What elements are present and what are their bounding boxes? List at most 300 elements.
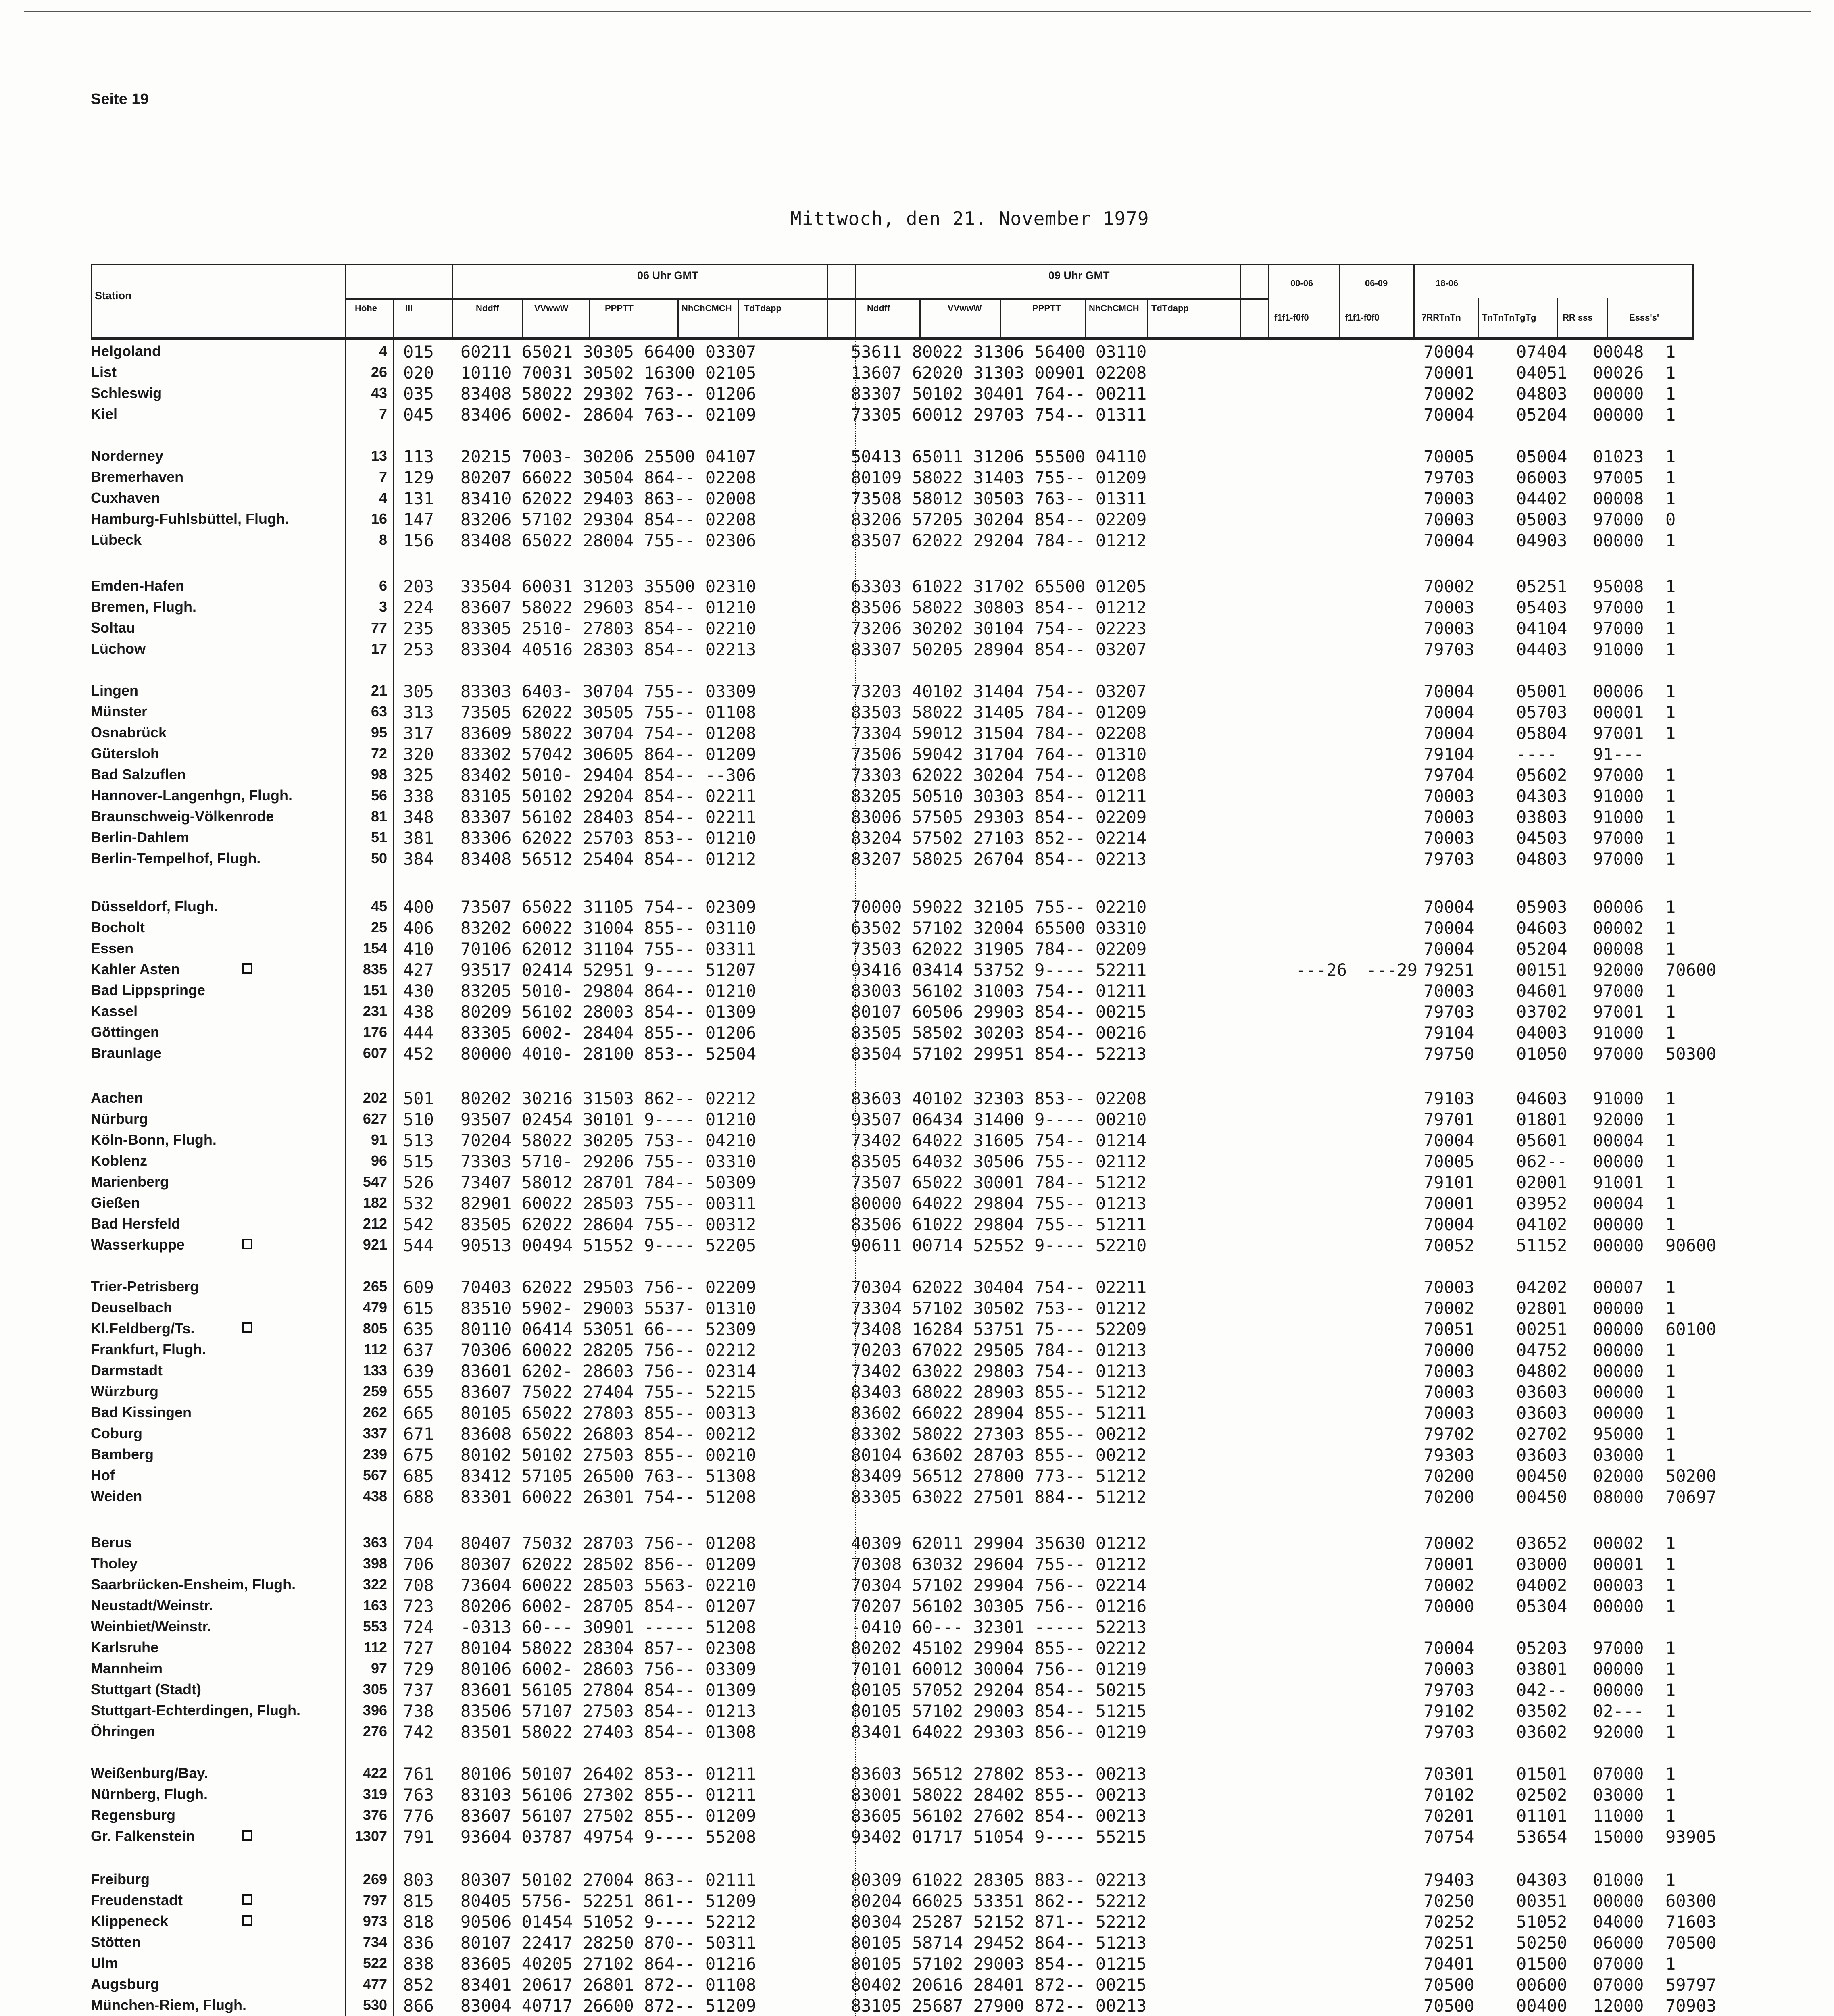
cell-o6: 83607 75022 27404 755-- 52215: [461, 1382, 757, 1402]
cell-s2: 04202: [1516, 1277, 1567, 1297]
cell-s4: 1: [1665, 1152, 1676, 1171]
cell-o9: 83505 64032 30506 755-- 02112: [851, 1152, 1147, 1171]
cell-s2: 03502: [1516, 1701, 1567, 1721]
cell-s2: 01500: [1516, 1954, 1567, 1974]
cell-o9: 73503 62022 31905 784-- 02209: [851, 939, 1147, 959]
cell-s1: 70004: [1423, 681, 1475, 701]
cell-s4: 1: [1665, 1680, 1676, 1700]
station-name: Deuselbach: [91, 1299, 173, 1316]
cell-s2: 02001: [1516, 1173, 1567, 1192]
cell-iii: 156: [403, 531, 434, 550]
cell-s3: 03000: [1593, 1445, 1644, 1465]
table-row: [0, 1361, 1834, 1381]
station-name: Essen: [91, 940, 134, 956]
cell-o9: 70308 63032 29604 755-- 01212: [851, 1554, 1147, 1574]
station-name: Bamberg: [91, 1446, 154, 1462]
cell-s1: 70004: [1423, 1638, 1475, 1658]
cell-s3: 97000: [1593, 828, 1644, 848]
cell-o6: 93604 03787 49754 9---- 55208: [461, 1827, 757, 1847]
cell-s4: 1: [1665, 1403, 1676, 1423]
cell-s3: 00000: [1593, 1235, 1644, 1255]
cell-s2: 05403: [1516, 598, 1567, 617]
cell-o9: 80107 60506 29903 854-- 00215: [851, 1002, 1147, 1022]
header-divider: [1607, 298, 1608, 339]
cell-s3: 06000: [1593, 1933, 1644, 1953]
cell-o6: 83501 58022 27403 854-- 01308: [461, 1722, 757, 1742]
cell-s3: 00008: [1593, 939, 1644, 959]
cell-o6: 80405 5756- 52251 861-- 51209: [461, 1891, 757, 1911]
cell-o6: 80206 6002- 28705 854-- 01207: [461, 1596, 757, 1616]
cell-o9: 80104 63602 28703 855-- 00212: [851, 1445, 1147, 1465]
station-name: Regensburg: [91, 1807, 176, 1823]
cell-o6: 83205 5010- 29804 864-- 01210: [461, 981, 757, 1001]
cell-o9: 70304 62022 30404 754-- 02211: [851, 1277, 1147, 1297]
cell-o9: 70207 56102 30305 756-- 01216: [851, 1596, 1147, 1616]
cell-o6: 80209 56102 28003 854-- 01309: [461, 1002, 757, 1022]
station-height: 26: [371, 364, 387, 380]
cell-s3: 03000: [1593, 1785, 1644, 1805]
cell-iii: 544: [403, 1235, 434, 1255]
cell-o9: 80304 25287 52152 871-- 52212: [851, 1912, 1147, 1932]
cell-s3: 97000: [1593, 1044, 1644, 1064]
station-height: 921: [363, 1236, 387, 1253]
station-height: 477: [363, 1976, 387, 1992]
cell-s2: 042--: [1516, 1680, 1567, 1700]
cell-s2: 05602: [1516, 765, 1567, 785]
station-name: Lingen: [91, 682, 138, 699]
cell-iii: 515: [403, 1152, 434, 1171]
col-clouds-09: NhChCMCH: [1089, 303, 1139, 313]
cell-iii: 742: [403, 1722, 434, 1742]
station-height: 163: [363, 1597, 387, 1614]
cell-s4: 1: [1665, 702, 1676, 722]
cell-s3: 97000: [1593, 510, 1644, 529]
station-height: 133: [363, 1362, 387, 1379]
cell-s2: 05601: [1516, 1131, 1567, 1150]
station-name: Hannover-Langenhgn, Flugh.: [91, 787, 292, 804]
cell-s2: 01101: [1516, 1806, 1567, 1826]
cell-iii: 400: [403, 897, 434, 917]
cell-s2: 02702: [1516, 1424, 1567, 1444]
cell-s4: 1: [1665, 1424, 1676, 1444]
station-name: Bremerhaven: [91, 469, 184, 485]
station-name: Kassel: [91, 1003, 138, 1019]
cell-s1: 79703: [1423, 1722, 1475, 1742]
station-name: Berus: [91, 1534, 132, 1551]
station-height: 422: [363, 1765, 387, 1781]
station-height: 231: [363, 1003, 387, 1019]
cell-s1: 79703: [1423, 639, 1475, 659]
col-tn: TnTnTnTgTg: [1482, 312, 1536, 323]
station-height: 6: [379, 577, 387, 594]
station-name: Augsburg: [91, 1976, 159, 1992]
station-height: 4: [379, 343, 387, 359]
cell-s4: 1: [1665, 1023, 1676, 1043]
station-name: Kahler Asten: [91, 961, 180, 977]
station-name: Wasserkuppe: [91, 1236, 185, 1253]
cell-s4: 1: [1665, 1806, 1676, 1826]
cell-s3: 91---: [1593, 744, 1644, 764]
station-name: Bad Salzuflen: [91, 766, 186, 783]
col-clouds-06: NhChCMCH: [681, 303, 732, 313]
cell-o9: 73305 60012 29703 754-- 01311: [851, 405, 1147, 425]
cell-s3: 00000: [1593, 405, 1644, 425]
header-divider: [452, 264, 453, 339]
cell-o6: 80307 50102 27004 863-- 02111: [461, 1870, 757, 1890]
station-name: Nürburg: [91, 1110, 148, 1127]
cell-s3: 00006: [1593, 681, 1644, 701]
cell-iii: 635: [403, 1319, 434, 1339]
cell-o6: 83004 40717 26600 872-- 51209: [461, 1996, 757, 2016]
cell-o6: 83202 60022 31004 855-- 03110: [461, 918, 757, 938]
cell-s4: 59797: [1665, 1975, 1717, 1995]
cell-s1: 70200: [1423, 1466, 1475, 1486]
cell-s4: 70903: [1665, 1996, 1717, 2016]
cell-s4: 1: [1665, 1533, 1676, 1553]
station-height: 51: [371, 829, 387, 846]
cell-s2: 00400: [1516, 1996, 1567, 2016]
header-divider: [1413, 264, 1415, 339]
col-tdtdapp-09: TdTdapp: [1151, 303, 1189, 313]
cell-s4: 1: [1665, 1764, 1676, 1784]
cell-iii: 729: [403, 1659, 434, 1679]
cell-s2: 05304: [1516, 1596, 1567, 1616]
table-row: [0, 1554, 1834, 1574]
cell-s3: 00003: [1593, 1575, 1644, 1595]
open-square-icon: [242, 963, 252, 974]
cell-o6: 70204 58022 30205 753-- 04210: [461, 1131, 757, 1150]
cell-o6: 83103 56106 27302 855-- 01211: [461, 1785, 757, 1805]
station-height: 96: [371, 1152, 387, 1169]
cell-o9: 80105 57102 29003 854-- 51215: [851, 1701, 1147, 1721]
cell-s4: 1: [1665, 723, 1676, 743]
cell-s4: 1: [1665, 531, 1676, 550]
station-name: Würzburg: [91, 1383, 158, 1400]
cell-s3: 00000: [1593, 1319, 1644, 1339]
station-name: Frankfurt, Flugh.: [91, 1341, 206, 1358]
header-divider: [1339, 264, 1340, 339]
station-name: Köln-Bonn, Flugh.: [91, 1131, 217, 1148]
cell-o6: 83406 6002- 28604 763-- 02109: [461, 405, 757, 425]
cell-s1: 79704: [1423, 765, 1475, 785]
cell-s1: 79702: [1423, 1424, 1475, 1444]
station-name: Koblenz: [91, 1152, 147, 1169]
cell-o6: 83410 62022 29403 863-- 02008: [461, 489, 757, 508]
cell-s1: 70003: [1423, 1361, 1475, 1381]
cell-iii: 818: [403, 1912, 434, 1932]
cell-s3: 95008: [1593, 577, 1644, 596]
cell-o9: 13607 62020 31303 00901 02208: [851, 363, 1147, 383]
cell-s1: 79101: [1423, 1173, 1475, 1192]
station-name: Bad Kissingen: [91, 1404, 192, 1420]
cell-s1: 70201: [1423, 1806, 1475, 1826]
cell-s2: 51152: [1516, 1235, 1567, 1255]
station-name: Öhringen: [91, 1723, 155, 1739]
table-row: [0, 1912, 1834, 1932]
cell-o9: 83302 58022 27303 855-- 00212: [851, 1424, 1147, 1444]
cell-s3: 91000: [1593, 1023, 1644, 1043]
cell-s3: 00000: [1593, 1680, 1644, 1700]
cell-iii: 708: [403, 1575, 434, 1595]
cell-s1: 70401: [1423, 1954, 1475, 1974]
cell-iii: 615: [403, 1298, 434, 1318]
cell-s3: 91000: [1593, 786, 1644, 806]
cell-o6: 83607 56107 27502 855-- 01209: [461, 1806, 757, 1826]
table-row: [0, 1891, 1834, 1911]
cell-s4: 1: [1665, 939, 1676, 959]
cell-s3: 97000: [1593, 849, 1644, 869]
station-height: 259: [363, 1383, 387, 1400]
table-row: [0, 384, 1834, 404]
station-name: Karlsruhe: [91, 1639, 159, 1656]
table-row: [0, 1975, 1834, 1995]
station-height: 97: [371, 1660, 387, 1677]
station-height: 265: [363, 1278, 387, 1295]
cell-s2: 07404: [1516, 342, 1567, 362]
cell-o6: 80106 50107 26402 853-- 01211: [461, 1764, 757, 1784]
cell-o9: 73206 30202 30104 754-- 02223: [851, 619, 1147, 638]
station-name: Darmstadt: [91, 1362, 163, 1379]
station-height: 553: [363, 1618, 387, 1635]
cell-s3: 91000: [1593, 1089, 1644, 1108]
cell-o6: 80102 50102 27503 855-- 00210: [461, 1445, 757, 1465]
cell-s4: 1: [1665, 598, 1676, 617]
cell-o6: 83304 40516 28303 854-- 02213: [461, 639, 757, 659]
cell-s1: 70003: [1423, 619, 1475, 638]
cell-s4: 1: [1665, 384, 1676, 404]
col-nddff-09: Nddff: [867, 303, 890, 313]
cell-iii: 803: [403, 1870, 434, 1890]
station-name: Kl.Feldberg/Ts.: [91, 1320, 195, 1337]
cell-s1: 79403: [1423, 1870, 1475, 1890]
station-height: 17: [371, 640, 387, 657]
station-name: Lüchow: [91, 640, 146, 657]
cell-o9: 50413 65011 31206 55500 04110: [851, 447, 1147, 467]
cell-s3: 00001: [1593, 1554, 1644, 1574]
cell-s1: 79303: [1423, 1445, 1475, 1465]
cell-iii: 131: [403, 489, 434, 508]
table-row: [0, 1575, 1834, 1595]
cell-s2: 05203: [1516, 1638, 1567, 1658]
cell-s1: 70003: [1423, 1382, 1475, 1402]
header-divider: [1557, 298, 1558, 339]
open-square-icon: [242, 1322, 252, 1333]
table-row: [0, 489, 1834, 509]
cell-s1: 70051: [1423, 1319, 1475, 1339]
header-divider: [1478, 298, 1479, 339]
col-f1-1: f1f1-f0f0: [1274, 312, 1309, 323]
station-name: Bad Hersfeld: [91, 1215, 181, 1232]
cell-o9: 93507 06434 31400 9---- 00210: [851, 1110, 1147, 1129]
station-height: 3: [379, 598, 387, 615]
station-height: 398: [363, 1555, 387, 1572]
cell-o6: 83306 62022 25703 853-- 01210: [461, 828, 757, 848]
table-row: [0, 1487, 1834, 1507]
station-name: Ulm: [91, 1955, 119, 1971]
station-height: 56: [371, 787, 387, 804]
station-name: Gütersloh: [91, 745, 160, 762]
table-row: [0, 1638, 1834, 1658]
cell-s3: 95000: [1593, 1424, 1644, 1444]
cell-s3: 01023: [1593, 447, 1644, 467]
station-height: 151: [363, 982, 387, 998]
cell-s2: 51052: [1516, 1912, 1567, 1932]
cell-s4: 1: [1665, 447, 1676, 467]
cell-s3: 00048: [1593, 342, 1644, 362]
header-divider: [1268, 264, 1269, 339]
header-divider: [393, 298, 394, 339]
cell-o6: 83408 56512 25404 854-- 01212: [461, 849, 757, 869]
cell-o9: 80105 57102 29003 854-- 01215: [851, 1954, 1147, 1974]
cell-s2: 03602: [1516, 1722, 1567, 1742]
station-name: Weiden: [91, 1488, 142, 1504]
cell-s4: 1: [1665, 489, 1676, 508]
cell-s4: 1: [1665, 1701, 1676, 1721]
cell-s3: 00001: [1593, 702, 1644, 722]
station-name: Osnabrück: [91, 724, 167, 741]
cell-o6: 83505 62022 28604 755-- 00312: [461, 1214, 757, 1234]
cell-s4: 1: [1665, 918, 1676, 938]
cell-s1: 79251: [1423, 960, 1475, 980]
cell-s2: 04802: [1516, 1361, 1567, 1381]
cell-o9: 90611 00714 52552 9---- 52210: [851, 1235, 1147, 1255]
cell-s1: 70002: [1423, 1575, 1475, 1595]
station-height: 835: [363, 961, 387, 977]
station-height: 438: [363, 1488, 387, 1504]
cell-o6: 73505 62022 30505 755-- 01108: [461, 702, 757, 722]
col-f1-2: f1f1-f0f0: [1345, 312, 1380, 323]
table-row: [0, 1954, 1834, 1974]
station-height: 396: [363, 1702, 387, 1718]
cell-s3: 00002: [1593, 918, 1644, 938]
cell-iii: 763: [403, 1785, 434, 1805]
station-height: 91: [371, 1131, 387, 1148]
cell-s1: 70003: [1423, 807, 1475, 827]
table-row: [0, 1445, 1834, 1465]
cell-s4: 1: [1665, 681, 1676, 701]
open-square-icon: [242, 1239, 252, 1249]
cell-o6: 80104 58022 28304 857-- 02308: [461, 1638, 757, 1658]
cell-o6: 73507 65022 31105 754-- 02309: [461, 897, 757, 917]
cell-s2: 01050: [1516, 1044, 1567, 1064]
cell-s1: 79104: [1423, 744, 1475, 764]
cell-o6: 80106 6002- 28603 756-- 03309: [461, 1659, 757, 1679]
cell-o9: 63502 57102 32004 65500 03310: [851, 918, 1147, 938]
cell-iii: 348: [403, 807, 434, 827]
cell-s3: 00000: [1593, 384, 1644, 404]
station-height: 202: [363, 1089, 387, 1106]
cell-s2: 00251: [1516, 1319, 1567, 1339]
cell-o9: 83001 58022 28402 855-- 00213: [851, 1785, 1147, 1805]
cell-o6: 83601 6202- 28603 756-- 02314: [461, 1361, 757, 1381]
cell-iii: 325: [403, 765, 434, 785]
header-hoehe: Höhe: [355, 303, 377, 313]
station-name: Freudenstadt: [91, 1892, 183, 1908]
cell-o9: 83504 57102 29951 854-- 52213: [851, 1044, 1147, 1064]
cell-s3: 00007: [1593, 1277, 1644, 1297]
cell-s3: 00000: [1593, 1659, 1644, 1679]
cell-o6: 80107 22417 28250 870-- 50311: [461, 1933, 757, 1953]
cell-o6: 83605 40205 27102 864-- 01216: [461, 1954, 757, 1974]
cell-o9: 83409 56512 27800 773-- 51212: [851, 1466, 1147, 1486]
cell-s4: 70697: [1665, 1487, 1717, 1507]
cell-iii: 776: [403, 1806, 434, 1826]
cell-s2: 04403: [1516, 639, 1567, 659]
cell-s3: 07000: [1593, 1975, 1644, 1995]
cell-o9: 40309 62011 29904 35630 01212: [851, 1533, 1147, 1553]
table-row: [0, 1023, 1834, 1043]
table-row: [0, 765, 1834, 785]
table-row: [0, 1089, 1834, 1109]
cell-o6: 83401 20617 26801 872-- 01108: [461, 1975, 757, 1995]
station-height: 269: [363, 1871, 387, 1887]
cell-s3: 00000: [1593, 1596, 1644, 1616]
cell-o6: 82901 60022 28503 755-- 00311: [461, 1193, 757, 1213]
table-row: [0, 363, 1834, 383]
cell-s3: 92000: [1593, 1110, 1644, 1129]
station-height: 567: [363, 1467, 387, 1483]
cell-s2: 03603: [1516, 1445, 1567, 1465]
header-divider: [1147, 298, 1148, 339]
header-divider: [919, 298, 921, 339]
cell-s3: 11000: [1593, 1806, 1644, 1826]
cell-s3: 97000: [1593, 981, 1644, 1001]
cell-s2: 04603: [1516, 1089, 1567, 1108]
cell-o9: 63303 61022 31702 65500 01205: [851, 577, 1147, 596]
cell-o6: 83412 57105 26500 763-- 51308: [461, 1466, 757, 1486]
cell-s2: 05903: [1516, 897, 1567, 917]
open-square-icon: [242, 1830, 252, 1841]
cell-s2: 00600: [1516, 1975, 1567, 1995]
cell-s4: 0: [1665, 510, 1676, 529]
station-name: Braunschweig-Völkenrode: [91, 808, 274, 825]
cell-s1: 70250: [1423, 1891, 1475, 1911]
cell-o9: 83603 56512 27802 853-- 00213: [851, 1764, 1147, 1784]
cell-s4: 1: [1665, 1089, 1676, 1108]
cell-s2: 04102: [1516, 1214, 1567, 1234]
cell-s3: 00000: [1593, 1382, 1644, 1402]
table-row: [0, 447, 1834, 467]
cell-s1: 70003: [1423, 1659, 1475, 1679]
station-name: Saarbrücken-Ensheim, Flugh.: [91, 1576, 296, 1593]
cell-s1: 70003: [1423, 510, 1475, 529]
cell-s2: ----: [1516, 744, 1557, 764]
cell-o9: 93416 03414 53752 9---- 52211: [851, 960, 1147, 980]
cell-o9: 73303 62022 30204 754-- 01208: [851, 765, 1147, 785]
cell-s1: 70005: [1423, 1152, 1475, 1171]
cell-s4: 1: [1665, 342, 1676, 362]
cell-s1: 70001: [1423, 1554, 1475, 1574]
cell-iii: 305: [403, 681, 434, 701]
cell-o9: 83605 56102 27602 854-- 00213: [851, 1806, 1147, 1826]
cell-o6: 80202 30216 31503 862-- 02212: [461, 1089, 757, 1108]
cell-iii: 815: [403, 1891, 434, 1911]
cell-o6: 83608 65022 26803 854-- 00212: [461, 1424, 757, 1444]
cell-s3: 00000: [1593, 1214, 1644, 1234]
station-name: Kiel: [91, 406, 118, 422]
cell-o6: 73303 5710- 29206 755-- 03310: [461, 1152, 757, 1171]
table-row: [0, 1002, 1834, 1022]
cell-o9: 80204 66025 53351 862-- 52212: [851, 1891, 1147, 1911]
cell-s2: 03000: [1516, 1554, 1567, 1574]
cell-o9: 73304 57102 30502 753-- 01212: [851, 1298, 1147, 1318]
cell-iii: 320: [403, 744, 434, 764]
cell-s2: 03801: [1516, 1659, 1567, 1679]
table-row: [0, 744, 1834, 764]
cell-o6: 80000 4010- 28100 853-- 52504: [461, 1044, 757, 1064]
cell-s2: 04402: [1516, 489, 1567, 508]
cell-s1: 70002: [1423, 1298, 1475, 1318]
